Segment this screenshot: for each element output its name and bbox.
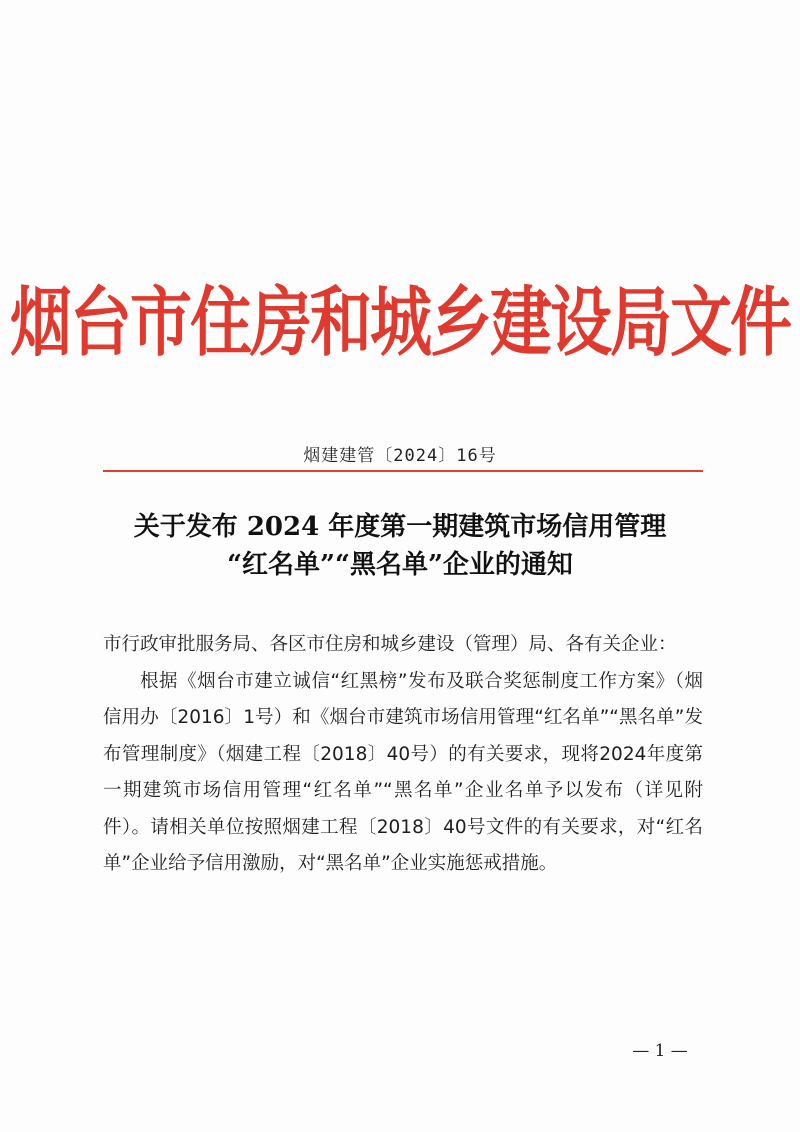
page-number: — 1 — — [632, 1041, 688, 1061]
red-divider-line — [103, 470, 703, 472]
document-number: 烟建建管〔2024〕16号 — [303, 446, 497, 466]
body-paragraph: 根据《烟台市建立诚信“红黑榜”发布及联合奖惩制度工作方案》（烟信用办〔2016〕1号）和《烟台市建筑市场信用管理“红名单”“黑名单”发布管理制度》（烟建工程〔2018〕40号）的有关要求，现将2024年度第一期建筑市场信用管理“红名单”“黑名单”企业名单予以发布（详见附件）。请相关单位按照烟建工程〔2018〕40号文件的有关要求，对“红名单”企业给予信用激励，对“黑名单”企业实施惩戒措施。 — [103, 670, 703, 874]
title-line-2: “红名单”“黑名单”企业的通知 — [227, 550, 573, 580]
title-line-1: 关于发布 2024 年度第一期建筑市场信用管理 — [133, 512, 667, 542]
document-body — [103, 627, 703, 883]
document-title — [0, 508, 800, 584]
recipients-line: 市行政审批服务局、各区市住房和城乡建设（管理）局、各有关企业： — [103, 634, 677, 655]
masthead-title: 烟台市住房和城乡建设局文件 — [9, 277, 790, 367]
